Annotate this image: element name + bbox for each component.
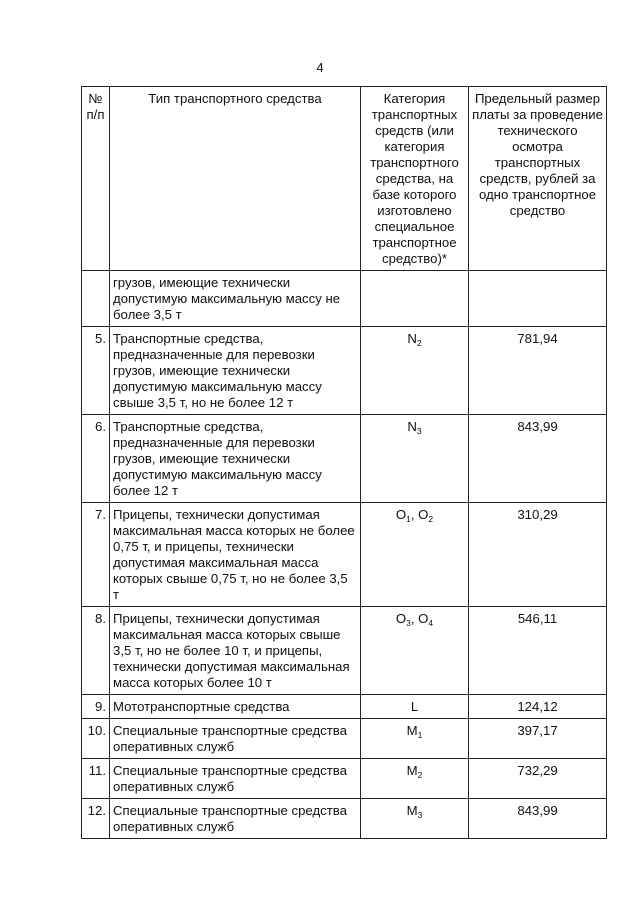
vehicle-category bbox=[361, 327, 469, 415]
vehicle-type: Прицепы, технически допустимая максимальная масса которых свыше 3,5 т, но не более 10 т, и прицепы, технически допустимая максимальная масса которых более 10 т bbox=[110, 607, 361, 695]
row-number: 7. bbox=[82, 503, 110, 607]
category-subscript: 3 bbox=[416, 426, 422, 436]
table-row bbox=[82, 503, 607, 607]
page-number: 4 bbox=[316, 60, 324, 75]
row-number: 9. bbox=[82, 695, 110, 719]
category-code: M bbox=[406, 723, 418, 738]
category-codes bbox=[407, 723, 423, 739]
header-vehicle-type: Тип транспортного средства bbox=[110, 87, 361, 271]
category-code: N bbox=[407, 331, 417, 346]
category-code: O bbox=[418, 507, 429, 522]
category-code: O bbox=[418, 611, 429, 626]
row-number: 5. bbox=[82, 327, 110, 415]
fee-value: 310,29 bbox=[469, 503, 607, 607]
table-header-row bbox=[82, 87, 607, 271]
row-number bbox=[82, 271, 110, 327]
table-row bbox=[82, 607, 607, 695]
vehicle-category bbox=[361, 719, 469, 759]
fee-value: 843,99 bbox=[469, 415, 607, 503]
vehicle-category bbox=[361, 607, 469, 695]
category-subscript: 2 bbox=[428, 514, 434, 524]
vehicle-type: грузов, имеющие технически допустимую максимальную массу не более 3,5 т bbox=[110, 271, 361, 327]
category-code: N bbox=[407, 419, 417, 434]
row-number: 10. bbox=[82, 719, 110, 759]
category-subscript: 1 bbox=[406, 514, 411, 524]
vehicle-type: Специальные транспортные средства оперативных служб bbox=[110, 719, 361, 759]
vehicle-category bbox=[361, 271, 469, 327]
table-row bbox=[82, 719, 607, 759]
row-number: 11. bbox=[82, 759, 110, 799]
vehicle-category bbox=[361, 415, 469, 503]
category-codes bbox=[407, 331, 421, 347]
category-codes bbox=[407, 419, 421, 435]
category-codes bbox=[411, 699, 418, 715]
fee-value: 546,11 bbox=[469, 607, 607, 695]
vehicle-type: Прицепы, технически допустимая максимальная масса которых не более 0,75 т, и прицепы, технически допустимая максимальная масса которых свыше 0,75 т, но не более 3,5 т bbox=[110, 503, 361, 607]
vehicle-type: Транспортные средства, предназначенные для перевозки грузов, имеющие технически допустимую максимальную массу свыше 3,5 т, но не более 12 т bbox=[110, 327, 361, 415]
category-code: M bbox=[406, 763, 418, 778]
vehicle-type: Специальные транспортные средства оперативных служб bbox=[110, 799, 361, 839]
fee-value bbox=[469, 271, 607, 327]
vehicle-type: Специальные транспортные средства оперативных служб bbox=[110, 759, 361, 799]
fee-value: 397,17 bbox=[469, 719, 607, 759]
category-separator: , bbox=[410, 507, 419, 522]
category-subscript: 4 bbox=[428, 618, 434, 628]
category-subscript: 3 bbox=[406, 618, 411, 628]
vehicle-category bbox=[361, 503, 469, 607]
table-body bbox=[82, 271, 607, 839]
row-number: 12. bbox=[82, 799, 110, 839]
table-row bbox=[82, 759, 607, 799]
vehicle-type: Транспортные средства, предназначенные для перевозки грузов, имеющие технически допустимую максимальную массу более 12 т bbox=[110, 415, 361, 503]
table-row bbox=[82, 415, 607, 503]
category-subscript: 3 bbox=[417, 810, 423, 820]
vehicle-category bbox=[361, 695, 469, 719]
fee-value: 843,99 bbox=[469, 799, 607, 839]
fee-value: 732,29 bbox=[469, 759, 607, 799]
vehicle-category bbox=[361, 759, 469, 799]
table-row bbox=[82, 695, 607, 719]
category-subscript: 1 bbox=[417, 730, 423, 740]
category-codes bbox=[407, 803, 423, 819]
category-codes bbox=[396, 507, 433, 523]
vehicle-category bbox=[361, 799, 469, 839]
category-separator: , bbox=[410, 611, 419, 626]
header-number: № п/п bbox=[82, 87, 110, 271]
category-codes bbox=[396, 611, 433, 627]
category-subscript: 2 bbox=[417, 770, 423, 780]
fee-table bbox=[81, 86, 607, 839]
category-code: O bbox=[395, 507, 407, 522]
header-category: Категория транспортных средств (или категория транспортного средства, на базе которого изготовлено специальное транспортное средство)* bbox=[361, 87, 469, 271]
vehicle-type: Мототранспортные средства bbox=[110, 695, 361, 719]
category-code: O bbox=[395, 611, 407, 626]
table-row bbox=[82, 271, 607, 327]
category-subscript: 2 bbox=[416, 338, 422, 348]
table-row bbox=[82, 799, 607, 839]
row-number: 8. bbox=[82, 607, 110, 695]
row-number: 6. bbox=[82, 415, 110, 503]
fee-value: 124,12 bbox=[469, 695, 607, 719]
category-code: M bbox=[406, 803, 418, 818]
table-row bbox=[82, 327, 607, 415]
fee-value: 781,94 bbox=[469, 327, 607, 415]
category-code: L bbox=[410, 699, 419, 714]
category-codes bbox=[407, 763, 423, 779]
header-fee: Предельный размер платы за проведение технического осмотра транспортных средств, рублей за одно транспортное средство bbox=[469, 87, 607, 271]
